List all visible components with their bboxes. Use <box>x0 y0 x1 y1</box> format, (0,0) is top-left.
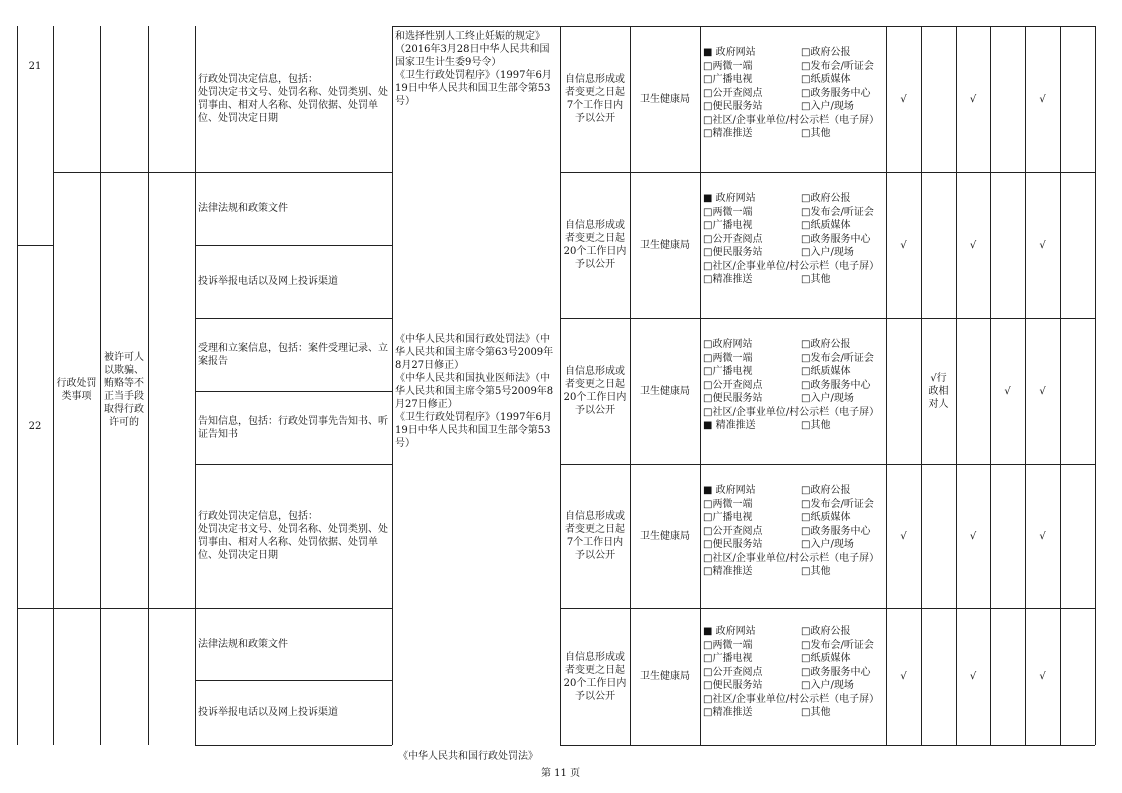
channel-option: ■ 政府网站 <box>703 193 756 204</box>
subject-cell: 卫生健康局 <box>640 239 690 251</box>
timing-cell: 自信息形成或者变更之日起20个工作日内予以公开 <box>563 220 627 270</box>
grid-line-v <box>148 26 149 745</box>
timing-cell: 自信息形成或者变更之日起20个工作日内予以公开 <box>563 651 627 702</box>
check-mark: √ <box>1039 239 1046 251</box>
channel-option: □两微一端 <box>703 639 753 651</box>
page-number: 第 11 页 <box>541 768 581 779</box>
content-cell: 法律法规和政策文件 <box>198 638 288 650</box>
channel-option: □入户/现场 <box>801 101 854 112</box>
content-cell: 投诉举报电话以及网上投诉渠道 <box>198 707 338 718</box>
content-cell: 法律法规和政策文件 <box>198 203 288 214</box>
check-mark: √ <box>900 671 907 682</box>
channel-option: □广播电视 <box>703 220 753 231</box>
channel-option: □政务服务中心 <box>801 87 871 99</box>
channel-option: □入户/现场 <box>801 393 854 404</box>
channel-option: □广播电视 <box>703 653 753 664</box>
check-mark: √ <box>969 239 977 251</box>
row-number: 22 <box>28 421 42 432</box>
channel-option: □发布会/听证会 <box>801 639 874 651</box>
channel-option: □入户/现场 <box>801 247 854 258</box>
channel-option: □两微一端 <box>703 498 753 510</box>
channel-option: □便民服务站 <box>703 539 763 550</box>
channel-option: □广播电视 <box>703 74 753 85</box>
channel-option: □纸质媒体 <box>801 512 851 523</box>
channel-option: □发布会/听证会 <box>801 206 874 218</box>
check-mark: √ <box>969 93 977 105</box>
check-mark: √ <box>969 671 977 682</box>
channel-option: □两微一端 <box>703 352 753 364</box>
channel-option: □其他 <box>801 707 831 718</box>
channel-option: □便民服务站 <box>703 680 763 691</box>
channel-option: □纸质媒体 <box>801 220 851 231</box>
channel-option: ■ 政府网站 <box>703 47 756 58</box>
subject-cell: 卫生健康局 <box>640 671 690 682</box>
channel-option: □政务服务中心 <box>801 379 871 391</box>
channel-option: □广播电视 <box>703 512 753 523</box>
check-mark: √ <box>1039 385 1046 397</box>
content-cell: 行政处罚决定信息，包括： 处罚决定书文号、处罚名称、处罚类别、处罚事由、相对人名称、处罚依据、处罚单位、处罚决定日期 <box>198 74 388 124</box>
channel-option: □公开查阅点 <box>703 379 763 391</box>
timing-cell: 自信息形成或者变更之日起7个工作日内予以公开 <box>565 74 625 124</box>
channel-option: ■ 精准推送 <box>703 420 756 431</box>
channel-option: □纸质媒体 <box>801 74 851 85</box>
channel-option: □纸质媒体 <box>801 366 851 377</box>
channel-option: □社区/企事业单位/村公示栏（电子屏） <box>703 406 880 418</box>
channel-option: □政府公报 <box>801 485 851 496</box>
channel-option: □公开查阅点 <box>703 87 763 99</box>
channels-cell <box>703 192 885 287</box>
basis-cell: 《中华人民共和国行政处罚法》（中华人民共和国主席令第63号2009年8月27日修正） 《中华人民共和国执业医师法》（中华人民共和国主席令第5号2009年8月27日修正） 《卫生行政处罚程序》（1997年6月19日中华人民共和国卫生部令第53号） <box>395 333 554 449</box>
channel-option: □社区/企事业单位/村公示栏（电子屏） <box>703 693 880 705</box>
subject-cell: 卫生健康局 <box>640 385 690 397</box>
grid-line-v <box>700 26 701 745</box>
channels-cell <box>703 338 885 433</box>
channel-option: □精准推送 <box>703 566 753 577</box>
channel-option: ■ 政府网站 <box>703 485 756 496</box>
channel-option: □其他 <box>801 128 831 139</box>
channel-option: □两微一端 <box>703 206 753 218</box>
channel-option: □社区/企事业单位/村公示栏（电子屏） <box>703 552 880 564</box>
channel-option: □便民服务站 <box>703 393 763 404</box>
grid-line-h <box>560 745 1095 746</box>
subject-cell: 卫生健康局 <box>640 530 690 542</box>
channel-option: □其他 <box>801 274 831 285</box>
item-cell: 被许可人以欺骗、贿赂等不正当手段取得行政许可的 <box>104 352 144 428</box>
content-cell: 行政处罚决定信息，包括： 处罚决定书文号、处罚名称、处罚类别、处罚事由、相对人名称、处罚依据、处罚单位、处罚决定日期 <box>198 511 388 561</box>
timing-cell: 自信息形成或者变更之日起7个工作日内予以公开 <box>565 511 625 561</box>
channel-option: □政府公报 <box>801 626 851 637</box>
continued-basis-text: 《中华人民共和国行政处罚法》 <box>398 751 538 762</box>
grid-line-h <box>195 745 392 746</box>
channels-cell <box>703 46 885 141</box>
channel-option: □发布会/听证会 <box>801 60 874 72</box>
content-cell: 受理和立案信息，包括：案件受理记录、立案报告 <box>198 342 388 367</box>
channel-option: □政务服务中心 <box>801 233 871 245</box>
check-mark: √ <box>900 239 907 251</box>
check-mark: √ <box>969 530 977 542</box>
check-mark: √ <box>1039 93 1046 105</box>
content-cell: 告知信息，包括：行政处罚事先告知书、听证告知书 <box>198 415 388 440</box>
channel-option: □社区/企事业单位/村公示栏（电子屏） <box>703 114 880 126</box>
channel-option: □入户/现场 <box>801 680 854 691</box>
channel-option: □社区/企事业单位/村公示栏（电子屏） <box>703 260 880 272</box>
channel-option: □政务服务中心 <box>801 666 871 678</box>
channel-option: ■ 政府网站 <box>703 626 756 637</box>
channel-option: □入户/现场 <box>801 539 854 550</box>
content-cell: 投诉举报电话以及网上投诉渠道 <box>198 276 338 287</box>
channels-cell <box>703 625 885 720</box>
channel-option: □广播电视 <box>703 366 753 377</box>
channel-option: □政府公报 <box>801 193 851 204</box>
channel-option: □发布会/听证会 <box>801 498 874 510</box>
timing-cell: 自信息形成或者变更之日起20个工作日内予以公开 <box>563 366 627 416</box>
category-cell: 行政处罚类事项 <box>56 378 97 402</box>
grid-line-v <box>1095 26 1096 745</box>
channel-option: □便民服务站 <box>703 247 763 258</box>
channel-option: □公开查阅点 <box>703 525 763 537</box>
channel-option: □公开查阅点 <box>703 233 763 245</box>
check-mark: √ <box>1004 385 1011 397</box>
check-mark: √ <box>1039 530 1046 542</box>
channel-option: □精准推送 <box>703 707 753 718</box>
channel-option: □其他 <box>801 420 831 431</box>
check-mark: √ <box>900 93 907 105</box>
channel-option: □政府网站 <box>703 339 753 350</box>
specific-target-mark: √行政相对人 <box>928 372 949 410</box>
check-mark: √ <box>900 530 907 542</box>
channel-option: □精准推送 <box>703 274 753 285</box>
subject-cell: 卫生健康局 <box>640 93 690 105</box>
channel-option: □精准推送 <box>703 128 753 139</box>
check-mark: √ <box>1039 671 1046 682</box>
channel-option: □公开查阅点 <box>703 666 763 678</box>
channel-option: □其他 <box>801 566 831 577</box>
channel-option: □政务服务中心 <box>801 525 871 537</box>
channel-option: □政府公报 <box>801 47 851 58</box>
channel-option: □政府公报 <box>801 339 851 350</box>
channel-option: □发布会/听证会 <box>801 352 874 364</box>
grid-line-v <box>1060 26 1061 745</box>
channel-option: □纸质媒体 <box>801 653 851 664</box>
basis-cell: 和选择性别人工终止妊娠的规定》（2016年3月28日中华人民共和国国家卫生计生委9号令） 《卫生行政处罚程序》（1997年6月19日中华人民共和国卫生部令第53号） <box>395 31 552 107</box>
row-number: 21 <box>28 60 42 72</box>
channel-option: □便民服务站 <box>703 101 763 112</box>
channels-cell <box>703 484 885 579</box>
channel-option: □两微一端 <box>703 60 753 72</box>
